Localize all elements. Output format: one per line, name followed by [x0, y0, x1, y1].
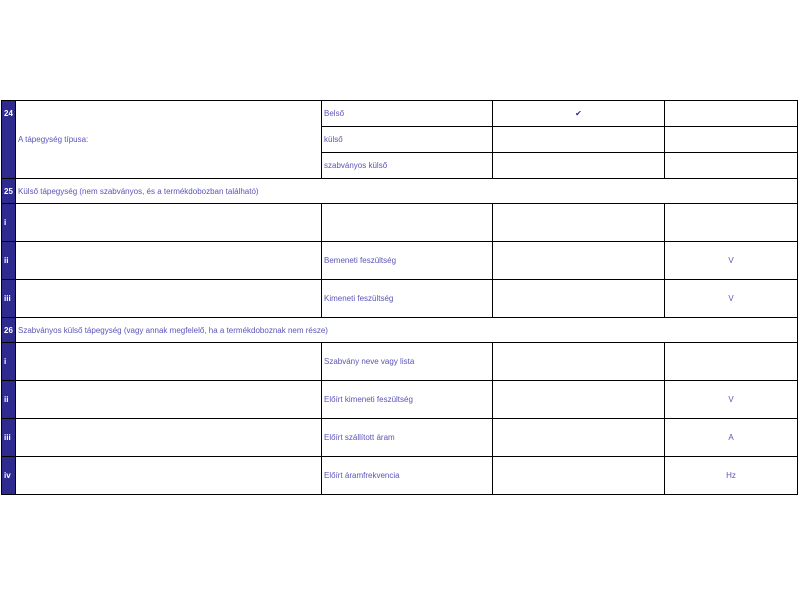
row-26-ii-blank: [16, 381, 322, 419]
row-number-24: 24: [2, 101, 16, 179]
row-number-25-i: i: [2, 204, 16, 242]
row-25-i-blank: [16, 204, 322, 242]
row-number-25: 25: [2, 179, 16, 204]
row-26-ii: [2, 381, 798, 419]
option-external-checkmark[interactable]: [493, 127, 665, 153]
row-25-header: [2, 179, 798, 204]
rated-current-value[interactable]: [493, 419, 665, 457]
rated-current-unit: A: [665, 419, 798, 457]
output-voltage-unit: V: [665, 280, 798, 318]
row-25-ii-blank: [16, 242, 322, 280]
standard-external-power-supply-title: Szabványos külső tápegység (vagy annak megfelelő, ha a termékdoboznak nem része): [16, 318, 798, 343]
standard-name-value[interactable]: [493, 343, 665, 381]
checkmark-icon: ✔: [575, 109, 582, 118]
row-26-i: [2, 343, 798, 381]
row-25-i-label: [322, 204, 493, 242]
rated-output-voltage-label: Előírt kimeneti feszültség: [322, 381, 493, 419]
row-number-25-iii: iii: [2, 280, 16, 318]
input-voltage-unit: V: [665, 242, 798, 280]
rated-output-voltage-value[interactable]: [493, 381, 665, 419]
row-25-iii: [2, 280, 798, 318]
rated-frequency-label: Előírt áramfrekvencia: [322, 457, 493, 495]
option-external-label: külső: [322, 127, 493, 153]
option-external-extra: [665, 127, 798, 153]
input-voltage-label: Bemeneti feszültség: [322, 242, 493, 280]
standard-name-unit: [665, 343, 798, 381]
row-26-iv-blank: [16, 457, 322, 495]
external-power-supply-title: Külső tápegység (nem szabványos, és a termékdobozban található): [16, 179, 798, 204]
option-standard-external-label: szabványos külső: [322, 153, 493, 179]
row-26-iv: [2, 457, 798, 495]
row-26-header: [2, 318, 798, 343]
power-supply-type-label: A tápegység típusa:: [16, 101, 322, 179]
row-25-ii: [2, 242, 798, 280]
row-number-26-iv: iv: [2, 457, 16, 495]
row-25-i-unit: [665, 204, 798, 242]
row-26-iii: [2, 419, 798, 457]
row-number-26-i: i: [2, 343, 16, 381]
rated-frequency-unit: Hz: [665, 457, 798, 495]
row-25-i: [2, 204, 798, 242]
row-25-iii-blank: [16, 280, 322, 318]
row-number-26-iii: iii: [2, 419, 16, 457]
rated-current-label: Előírt szállított áram: [322, 419, 493, 457]
output-voltage-value[interactable]: [493, 280, 665, 318]
row-25-i-value[interactable]: [493, 204, 665, 242]
option-standard-external-extra: [665, 153, 798, 179]
row-number-26-ii: ii: [2, 381, 16, 419]
option-internal-extra: [665, 101, 798, 127]
standard-name-label: Szabvány neve vagy lista: [322, 343, 493, 381]
row-26-i-blank: [16, 343, 322, 381]
output-voltage-label: Kimeneti feszültség: [322, 280, 493, 318]
option-standard-external-checkmark[interactable]: [493, 153, 665, 179]
rated-output-voltage-unit: V: [665, 381, 798, 419]
option-internal-label: Belső: [322, 101, 493, 127]
row-26-iii-blank: [16, 419, 322, 457]
option-internal-checkmark[interactable]: [493, 101, 665, 127]
row-number-26: 26: [2, 318, 16, 343]
rated-frequency-value[interactable]: [493, 457, 665, 495]
row-number-25-ii: ii: [2, 242, 16, 280]
input-voltage-value[interactable]: [493, 242, 665, 280]
power-supply-spec-table: [1, 100, 798, 495]
row-24-option-1: [2, 101, 798, 127]
